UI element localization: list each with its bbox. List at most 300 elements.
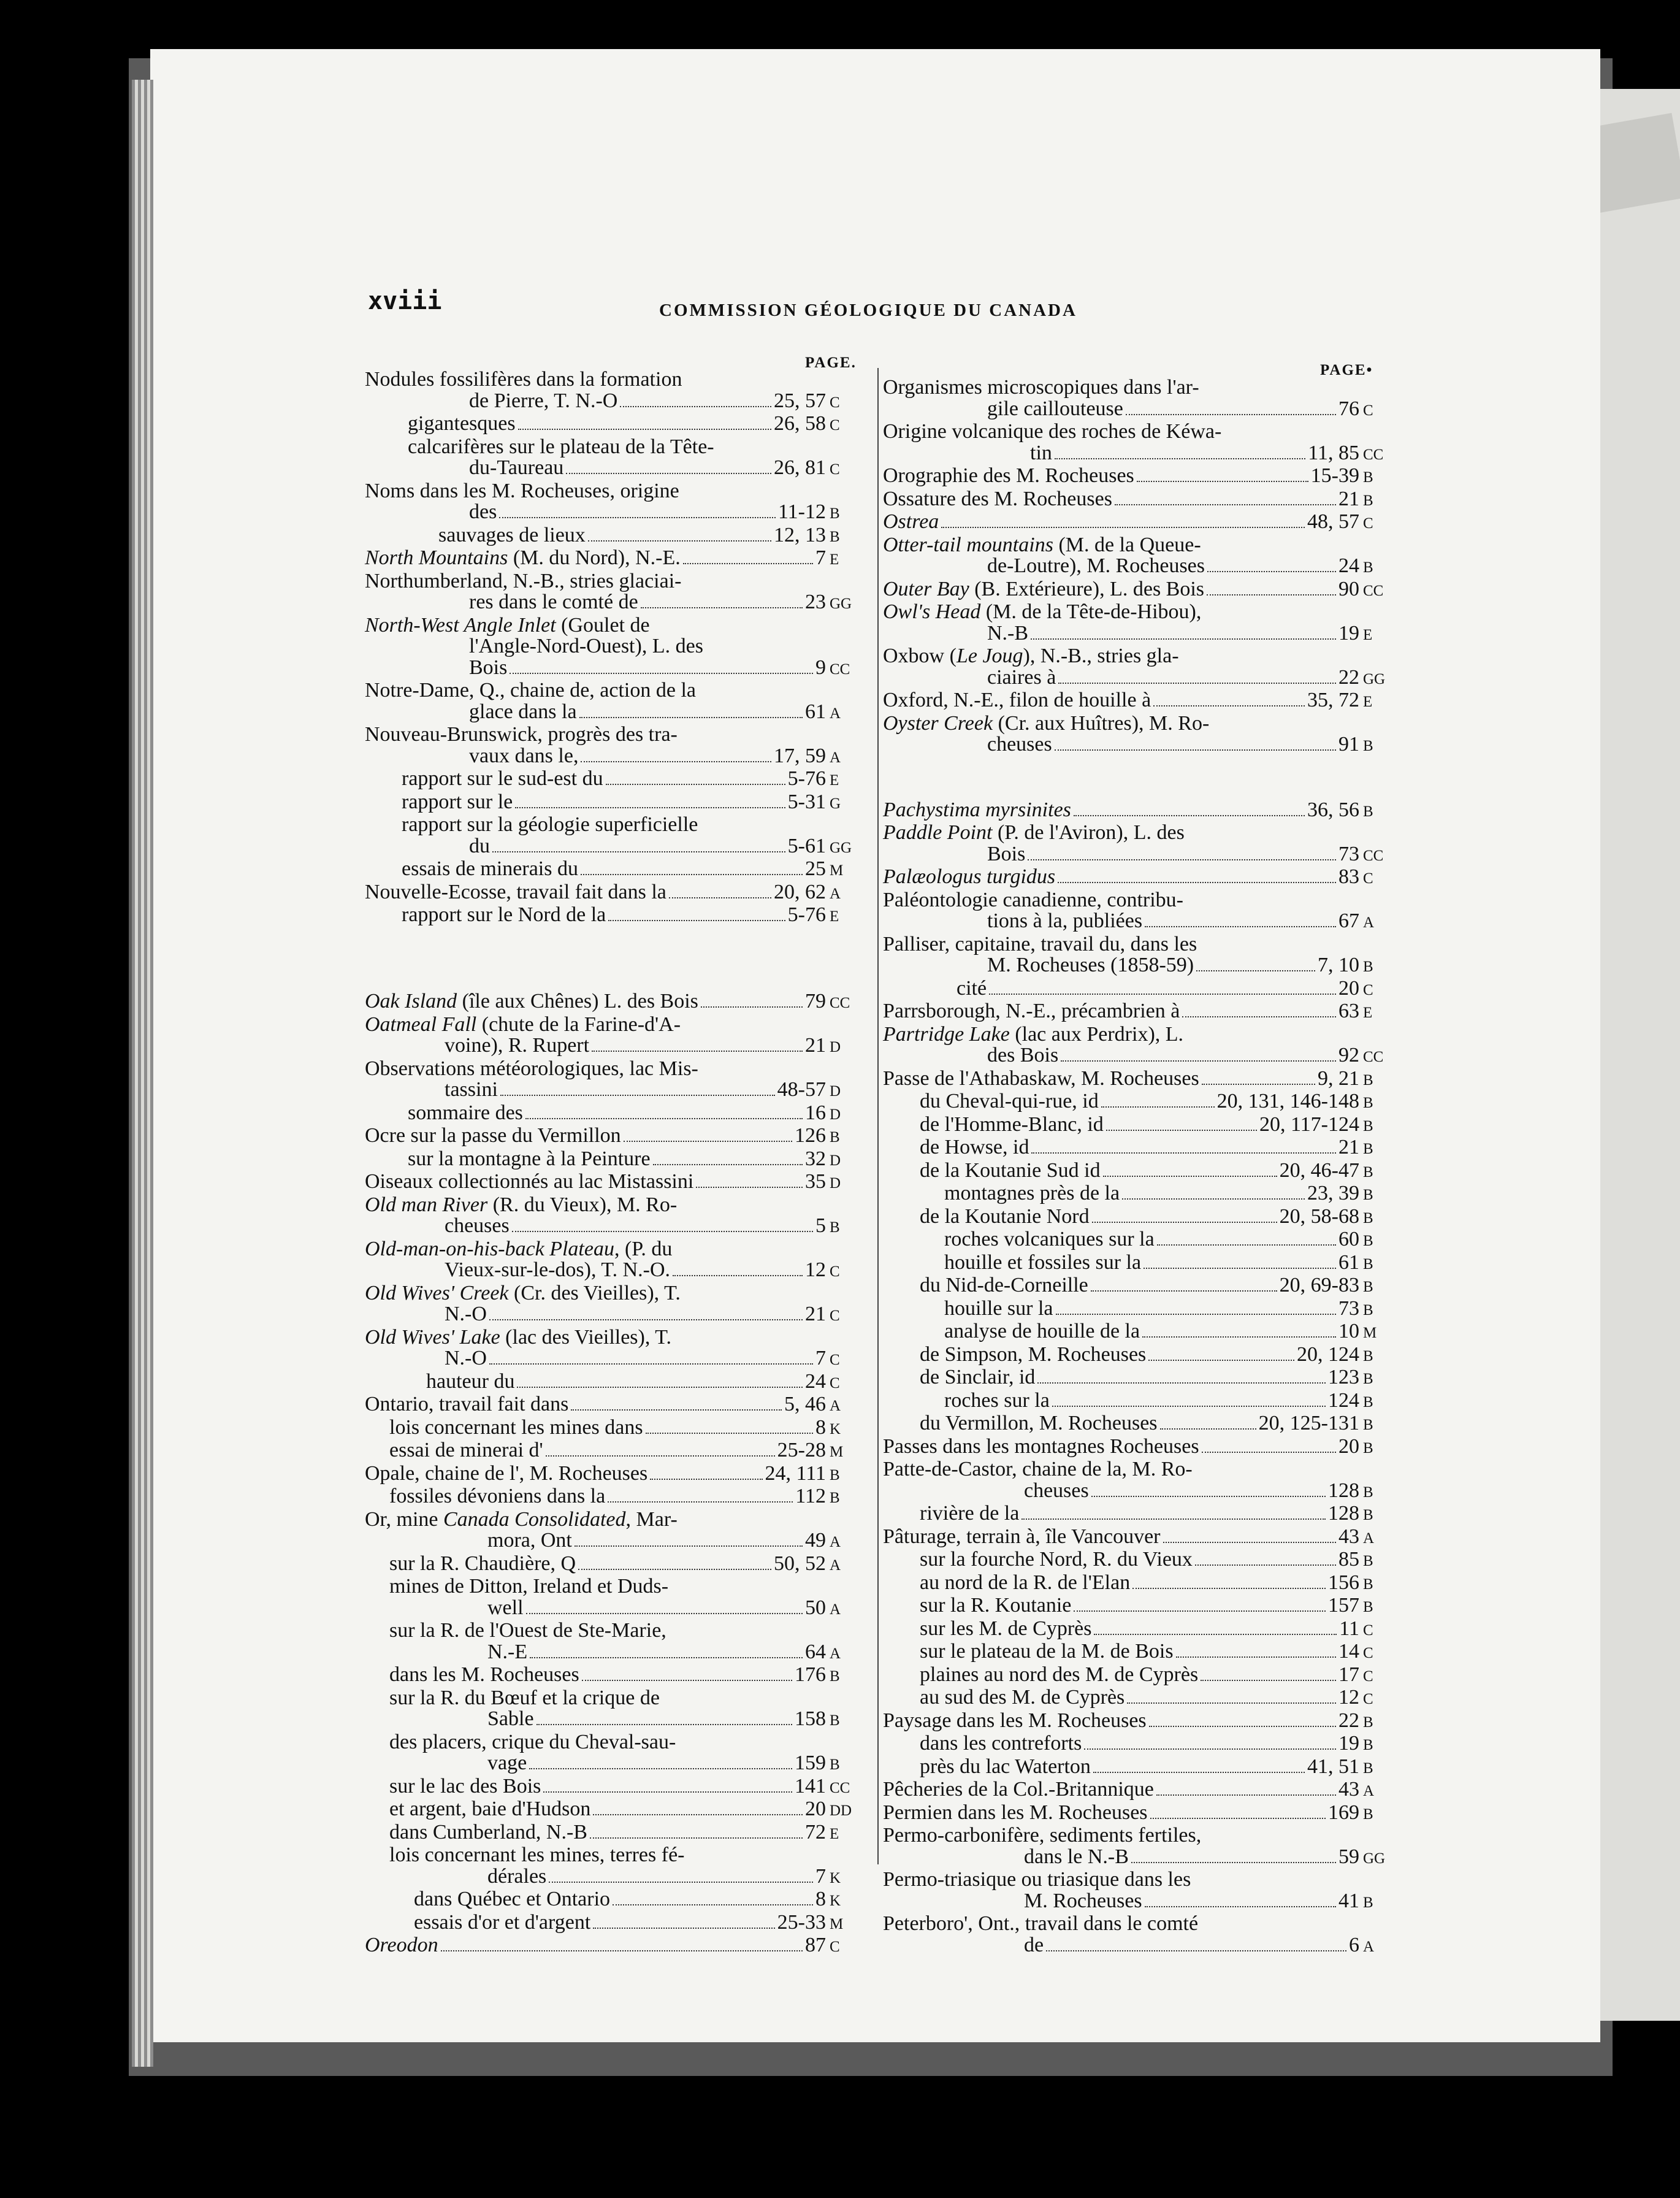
page-ref: 17, 59 — [774, 744, 826, 767]
part-letter: B — [830, 1219, 840, 1236]
entry-part: sur la R. de l'Ouest de Ste-Marie, — [389, 1619, 666, 1642]
page-ref: 20, 46-47 — [1279, 1158, 1359, 1182]
dot-leader — [1031, 1152, 1336, 1154]
dot-leader — [499, 517, 776, 518]
dot-leader — [1074, 1610, 1326, 1612]
entry-text — [365, 1486, 605, 1507]
entry-part: dans le N.-B — [1024, 1845, 1129, 1868]
entry-part: Permo-carbonifère, sediments fertiles, — [883, 1824, 1202, 1847]
index-entry — [365, 882, 861, 905]
page-ref: 21 — [805, 1303, 826, 1325]
part-letter: E — [830, 772, 839, 789]
index-gap — [365, 970, 861, 992]
entry-text — [365, 1776, 541, 1798]
index-gap — [365, 928, 861, 949]
entry-part: de l'Homme-Blanc, id — [920, 1112, 1104, 1136]
entry-part: l'Angle-Nord-Ouest), L. des — [469, 635, 703, 657]
entry-text — [365, 702, 577, 723]
page-ref: 41 — [1338, 1889, 1359, 1912]
index-entry — [365, 1103, 861, 1126]
entry-part: de la Koutanie Nord — [920, 1204, 1090, 1228]
index-entry — [365, 768, 861, 792]
index-entry — [883, 1298, 1395, 1322]
page-ref: 24 — [805, 1369, 826, 1393]
part-letter: B — [1363, 1071, 1373, 1089]
index-entry — [883, 1390, 1395, 1414]
dot-leader — [581, 761, 771, 762]
entry-part: houille et fossiles sur la — [944, 1250, 1142, 1274]
index-entry — [883, 1802, 1395, 1826]
entry-part: calcarifères sur le plateau de la Tête- — [408, 435, 714, 458]
entry-part: Patte-de-Castor, chaine de la, M. Ro- — [883, 1458, 1193, 1480]
entry-italic-part: Oyster Creek — [883, 711, 993, 735]
dot-leader — [1031, 638, 1336, 640]
entry-text — [365, 437, 714, 458]
entry-part: Origine volcanique des roches de Kéwa- — [883, 420, 1222, 443]
entry-text — [883, 1756, 1091, 1778]
index-entry — [365, 1171, 861, 1195]
entry-text — [883, 443, 1052, 464]
entry-text — [883, 1001, 1180, 1022]
dot-leader — [593, 1814, 803, 1815]
entry-part: sur la R. du Bœuf et la crique de — [389, 1686, 660, 1709]
entry-text — [365, 1912, 590, 1934]
dot-leader — [1196, 970, 1315, 971]
dot-leader — [1028, 859, 1336, 860]
entry-text — [365, 1239, 672, 1260]
entry-part: analyse de houille de la — [944, 1320, 1140, 1342]
entry-text — [365, 1079, 498, 1101]
entry-text — [365, 1125, 621, 1147]
entry-text — [883, 1618, 1091, 1640]
entry-text — [365, 502, 497, 523]
part-letter: B — [1363, 1484, 1373, 1501]
index-entry — [883, 579, 1395, 602]
part-letter: B — [830, 528, 840, 545]
dot-leader — [696, 1187, 803, 1188]
entry-part: N.-B — [987, 621, 1029, 645]
entry-text — [883, 690, 1151, 711]
page-ref: 24 — [1338, 554, 1359, 577]
index-entry — [365, 615, 861, 637]
dot-leader — [578, 1569, 771, 1570]
part-letter: A — [830, 705, 841, 722]
entry-part: de Pierre, T. N.-O — [469, 389, 618, 412]
dot-leader — [641, 607, 803, 608]
entry-part: fossiles dévoniens dans la — [389, 1485, 606, 1507]
entry-text — [883, 844, 1025, 865]
part-letter: CC — [1363, 847, 1384, 864]
entry-part: essais d'or et d'argent — [414, 1910, 591, 1934]
index-entry — [883, 421, 1395, 443]
index-entry — [883, 934, 1395, 955]
index-entry — [365, 1125, 861, 1149]
page-number: xviii — [368, 287, 442, 315]
entry-part: , Mar- — [625, 1507, 678, 1531]
page-ref: 20 — [1338, 1434, 1359, 1458]
index-entry — [365, 391, 861, 414]
part-letter: B — [1363, 1576, 1373, 1593]
entry-text — [883, 1045, 1058, 1066]
dot-leader — [989, 994, 1336, 995]
index-entry — [365, 1440, 861, 1463]
entry-text — [365, 1195, 677, 1216]
page-ref: 7 — [815, 546, 826, 569]
entry-italic-part: Canada Consolidated — [443, 1507, 626, 1531]
entry-text — [883, 1183, 1120, 1204]
entry-part: dans Cumberland, N.-B — [389, 1820, 587, 1844]
entry-text — [883, 1229, 1155, 1250]
running-head: COMMISSION GÉOLOGIQUE DU CANADA — [659, 301, 1077, 320]
page-ref: 26, 81 — [774, 456, 826, 479]
entry-part: de Simpson, M. Rocheuses — [920, 1342, 1147, 1366]
part-letter: A — [1363, 1530, 1375, 1547]
entry-text — [365, 1935, 438, 1956]
entry-part: Bois — [469, 656, 508, 679]
entry-part: Ontario, travail fait dans — [365, 1393, 569, 1415]
entry-text — [883, 489, 1112, 510]
dot-leader — [608, 1501, 793, 1503]
page-ref: 25-28 — [777, 1439, 826, 1461]
part-letter: A — [1363, 1783, 1375, 1799]
part-letter: A — [830, 1601, 841, 1618]
dot-leader — [489, 1363, 813, 1365]
index-entry — [365, 1079, 861, 1103]
dot-leader — [492, 851, 785, 852]
entry-text — [365, 1059, 698, 1080]
dot-leader — [1142, 1336, 1336, 1338]
entry-text — [365, 1348, 487, 1369]
entry-part: Nodules fossilifères dans la formation — [365, 368, 682, 391]
index-entry — [365, 1642, 861, 1665]
dot-leader — [1091, 1290, 1277, 1292]
page-label-right: PAGE• — [1320, 362, 1373, 378]
dot-leader — [526, 1613, 803, 1614]
page-ref: 50 — [805, 1596, 826, 1619]
page-ref: 20, 125-131 — [1258, 1412, 1359, 1434]
entry-text — [883, 1913, 1198, 1935]
index-entry — [365, 1348, 861, 1371]
page-ref: 5-61 — [787, 834, 826, 857]
part-letter: B — [1363, 1760, 1373, 1777]
index-entry — [883, 1618, 1395, 1642]
part-letter: B — [1363, 1279, 1373, 1295]
index-entry — [365, 413, 861, 437]
index-entry — [365, 1463, 861, 1487]
index-entry — [365, 814, 861, 836]
page-ref: 7 — [815, 1347, 826, 1369]
entry-text — [883, 1321, 1140, 1342]
part-letter: C — [830, 1374, 840, 1392]
entry-text — [365, 882, 666, 903]
entry-part: sur la R. Koutanie — [920, 1594, 1072, 1617]
entry-part: Or, mine — [365, 1507, 443, 1531]
entry-text — [883, 1549, 1193, 1571]
index-entry — [365, 1709, 861, 1732]
dot-leader — [582, 1680, 792, 1681]
dot-leader — [510, 673, 813, 674]
page-ref: 91 — [1338, 733, 1359, 756]
entry-text — [365, 1463, 647, 1485]
entry-text — [365, 1149, 651, 1170]
entry-part: N.-O — [445, 1347, 487, 1369]
entry-text — [883, 978, 987, 1000]
entry-text — [365, 1394, 568, 1415]
entry-part: Paléontologie canadienne, contribu- — [883, 888, 1183, 911]
index-entry — [883, 1091, 1395, 1114]
page-ref: 123 — [1328, 1366, 1359, 1388]
entry-text — [365, 1014, 681, 1036]
entry-part: cheuses — [987, 733, 1052, 756]
part-letter: B — [1363, 1141, 1373, 1157]
entry-text — [365, 369, 682, 391]
page-ref: 159 — [795, 1752, 826, 1774]
entry-part: Nouvelle-Ecosse, travail fait dans la — [365, 880, 666, 903]
index-entry — [365, 437, 861, 458]
part-letter: M — [1363, 1325, 1377, 1341]
page-ref: 61 — [1338, 1250, 1359, 1274]
page-ref: 169 — [1328, 1801, 1359, 1824]
entry-text — [365, 657, 507, 679]
index-entry — [365, 369, 861, 391]
entry-part: Passes dans les montagnes Rocheuses — [883, 1434, 1199, 1458]
entry-part: de-Loutre), M. Rocheuses — [987, 554, 1205, 577]
entry-part: de — [1024, 1933, 1044, 1956]
page-ref: 128 — [1328, 1479, 1359, 1502]
entry-part: sur le lac des Bois — [389, 1774, 541, 1798]
entry-part: (Cr. des Vieilles), T. — [508, 1281, 681, 1304]
entry-italic-part: Old Wives' Lake — [365, 1325, 500, 1349]
entry-part: Oxbow ( — [883, 645, 956, 667]
part-letter: E — [830, 551, 839, 568]
entry-part: tions à la, publiées — [987, 909, 1143, 932]
entry-part: de Howse, id — [920, 1136, 1029, 1158]
part-letter: CC — [1363, 582, 1384, 599]
index-entry — [365, 859, 861, 882]
part-letter: B — [1363, 1714, 1373, 1731]
entry-text — [883, 1802, 1148, 1824]
entry-italic-part: North Mountains — [365, 546, 508, 569]
dot-leader — [536, 1724, 792, 1725]
entry-text — [365, 1688, 660, 1709]
dot-leader — [588, 540, 771, 542]
entry-text — [883, 1687, 1124, 1709]
entry-part: lois concernant les mines, terres fé- — [389, 1844, 685, 1866]
index-entry — [365, 1216, 861, 1239]
entry-text — [365, 1822, 587, 1844]
index-entry — [883, 1001, 1395, 1024]
entry-part: cheuses — [1024, 1479, 1089, 1502]
index-entry — [883, 1321, 1395, 1344]
entry-text — [365, 1216, 510, 1237]
part-letter: C — [1363, 1668, 1373, 1685]
index-entry — [365, 1014, 861, 1036]
part-letter: E — [1363, 1005, 1373, 1021]
entry-text — [883, 1160, 1101, 1182]
index-entry — [883, 465, 1395, 489]
entry-part: rivière de la — [920, 1502, 1020, 1525]
part-letter: CC — [1363, 1049, 1384, 1065]
entry-text — [365, 1553, 576, 1575]
index-entry — [883, 1252, 1395, 1276]
part-letter: C — [1363, 981, 1373, 998]
entry-text — [365, 859, 578, 880]
entry-italic-part: Oak Island — [365, 990, 457, 1013]
entry-text — [883, 1935, 1044, 1956]
index-entry — [883, 1413, 1395, 1436]
index-entry — [365, 548, 861, 571]
dot-leader — [1163, 1542, 1336, 1543]
index-entry — [883, 602, 1395, 623]
entry-italic-part: Old Wives' Creek — [365, 1281, 509, 1304]
entry-text — [365, 1283, 681, 1304]
entry-text — [883, 1779, 1154, 1801]
dot-leader — [1122, 1198, 1305, 1200]
entry-part: N.-E — [487, 1640, 528, 1663]
page-ref: 73 — [1338, 1296, 1359, 1320]
part-letter: A — [830, 1534, 841, 1550]
dot-leader — [1148, 1360, 1294, 1361]
dot-leader — [1131, 1862, 1336, 1863]
entry-text — [883, 377, 1199, 399]
page-ref: 23 — [805, 591, 826, 613]
entry-part: hauteur du — [426, 1369, 515, 1393]
part-letter: A — [830, 885, 841, 902]
part-letter: B — [1363, 959, 1373, 975]
entry-part: cheuses — [445, 1214, 510, 1237]
index-entry — [883, 890, 1395, 911]
page-ref: 72 — [805, 1820, 826, 1844]
entry-part: sur les M. de Cyprès — [920, 1617, 1092, 1640]
page-ref: 79 — [805, 990, 826, 1013]
dot-leader — [673, 1275, 803, 1276]
entry-text — [883, 1891, 1142, 1912]
dot-leader — [1106, 1130, 1257, 1131]
index-entry — [365, 702, 861, 725]
index-entry — [365, 1822, 861, 1845]
entry-part: roches volcaniques sur la — [944, 1228, 1155, 1250]
page-ref: 156 — [1328, 1571, 1359, 1594]
entry-text — [883, 511, 939, 533]
part-letter: B — [1363, 1417, 1373, 1433]
index-column-left — [365, 369, 861, 1958]
index-entry — [883, 1526, 1395, 1550]
entry-italic-part: Old-man-on-his-back Plateau — [365, 1237, 614, 1260]
entry-text — [365, 458, 563, 479]
dot-leader — [624, 1141, 792, 1142]
page-ref: 43 — [1338, 1525, 1359, 1548]
page-ref: 64 — [805, 1640, 826, 1663]
entry-italic-part: Oatmeal Fall — [365, 1013, 477, 1036]
entry-text — [883, 1413, 1158, 1434]
part-letter: B — [830, 1712, 840, 1729]
entry-text — [365, 1509, 678, 1531]
dot-leader — [549, 1882, 813, 1883]
part-letter: M — [830, 1915, 844, 1932]
entry-text — [883, 1390, 1050, 1412]
index-gap — [883, 778, 1395, 800]
index-entry — [365, 481, 861, 502]
entry-part: (B. Extérieure), L. des Bois — [969, 577, 1205, 600]
part-letter: C — [1363, 1691, 1373, 1707]
page-ref: 25-33 — [777, 1910, 826, 1934]
index-entry — [365, 905, 861, 928]
entry-part: (Cr. aux Huîtres), M. Ro- — [993, 711, 1210, 735]
index-entry — [883, 623, 1395, 646]
page-label-left: PAGE. — [805, 354, 857, 371]
entry-part: au nord de la R. de l'Elan — [920, 1571, 1131, 1594]
dot-leader — [515, 807, 785, 808]
entry-text — [883, 1480, 1089, 1502]
part-letter: C — [1363, 1622, 1373, 1639]
page-ref: 8 — [815, 1888, 826, 1910]
index-entry — [365, 792, 861, 815]
entry-part: Northumberland, N.-B., stries glaciai- — [365, 569, 682, 592]
index-entry — [365, 724, 861, 746]
entry-text — [883, 713, 1209, 735]
entry-text — [883, 602, 1201, 623]
page-ref: 21 — [805, 1034, 826, 1057]
page-ref: 5 — [815, 1214, 826, 1237]
page-ref: 21 — [1338, 1136, 1359, 1158]
index-entry — [883, 1779, 1395, 1802]
page-ref: 157 — [1328, 1594, 1359, 1617]
index-entry — [365, 1845, 861, 1866]
index-entry — [883, 1549, 1395, 1572]
dot-leader — [1058, 683, 1336, 684]
entry-part: (M. du Nord), N.-E. — [508, 546, 681, 569]
dot-leader — [1182, 1016, 1336, 1017]
part-letter: E — [830, 908, 839, 925]
index-entry — [365, 1260, 861, 1283]
index-entry — [365, 1935, 861, 1958]
index-entry — [883, 690, 1395, 713]
index-entry — [365, 991, 861, 1014]
dot-leader — [529, 1768, 792, 1769]
part-letter: K — [830, 1869, 841, 1886]
entry-text — [365, 746, 578, 767]
entry-italic-part: Ostrea — [883, 510, 939, 533]
page-ref: 10 — [1338, 1320, 1359, 1342]
index-entry — [365, 1059, 861, 1080]
index-entry — [883, 911, 1395, 934]
dot-leader — [1052, 1406, 1326, 1407]
index-entry — [883, 1733, 1395, 1756]
page-ref: 20, 62 — [774, 880, 826, 903]
page-ref: 22 — [1338, 1709, 1359, 1732]
part-letter: B — [1363, 1347, 1373, 1365]
index-entry — [883, 1825, 1395, 1847]
entry-part: dans les contreforts — [920, 1732, 1082, 1755]
entry-text — [365, 991, 698, 1013]
index-entry — [365, 1149, 861, 1172]
page-ref: 11, 85 — [1308, 441, 1359, 464]
index-entry — [365, 657, 861, 681]
part-letter: B — [1363, 1894, 1373, 1911]
part-letter: K — [830, 1893, 841, 1909]
entry-part: Permien dans les M. Rocheuses — [883, 1801, 1148, 1824]
dot-leader — [581, 874, 803, 875]
index-entry — [365, 1553, 861, 1577]
part-letter: B — [1363, 1599, 1373, 1615]
entry-part: rapport sur la géologie superficielle — [402, 813, 698, 836]
index-entry — [365, 1889, 861, 1912]
index-entry — [365, 1371, 861, 1395]
index-entry — [883, 1367, 1395, 1390]
index-entry — [883, 1847, 1395, 1870]
part-letter: A — [830, 1557, 841, 1574]
page-ref: 90 — [1338, 577, 1359, 600]
